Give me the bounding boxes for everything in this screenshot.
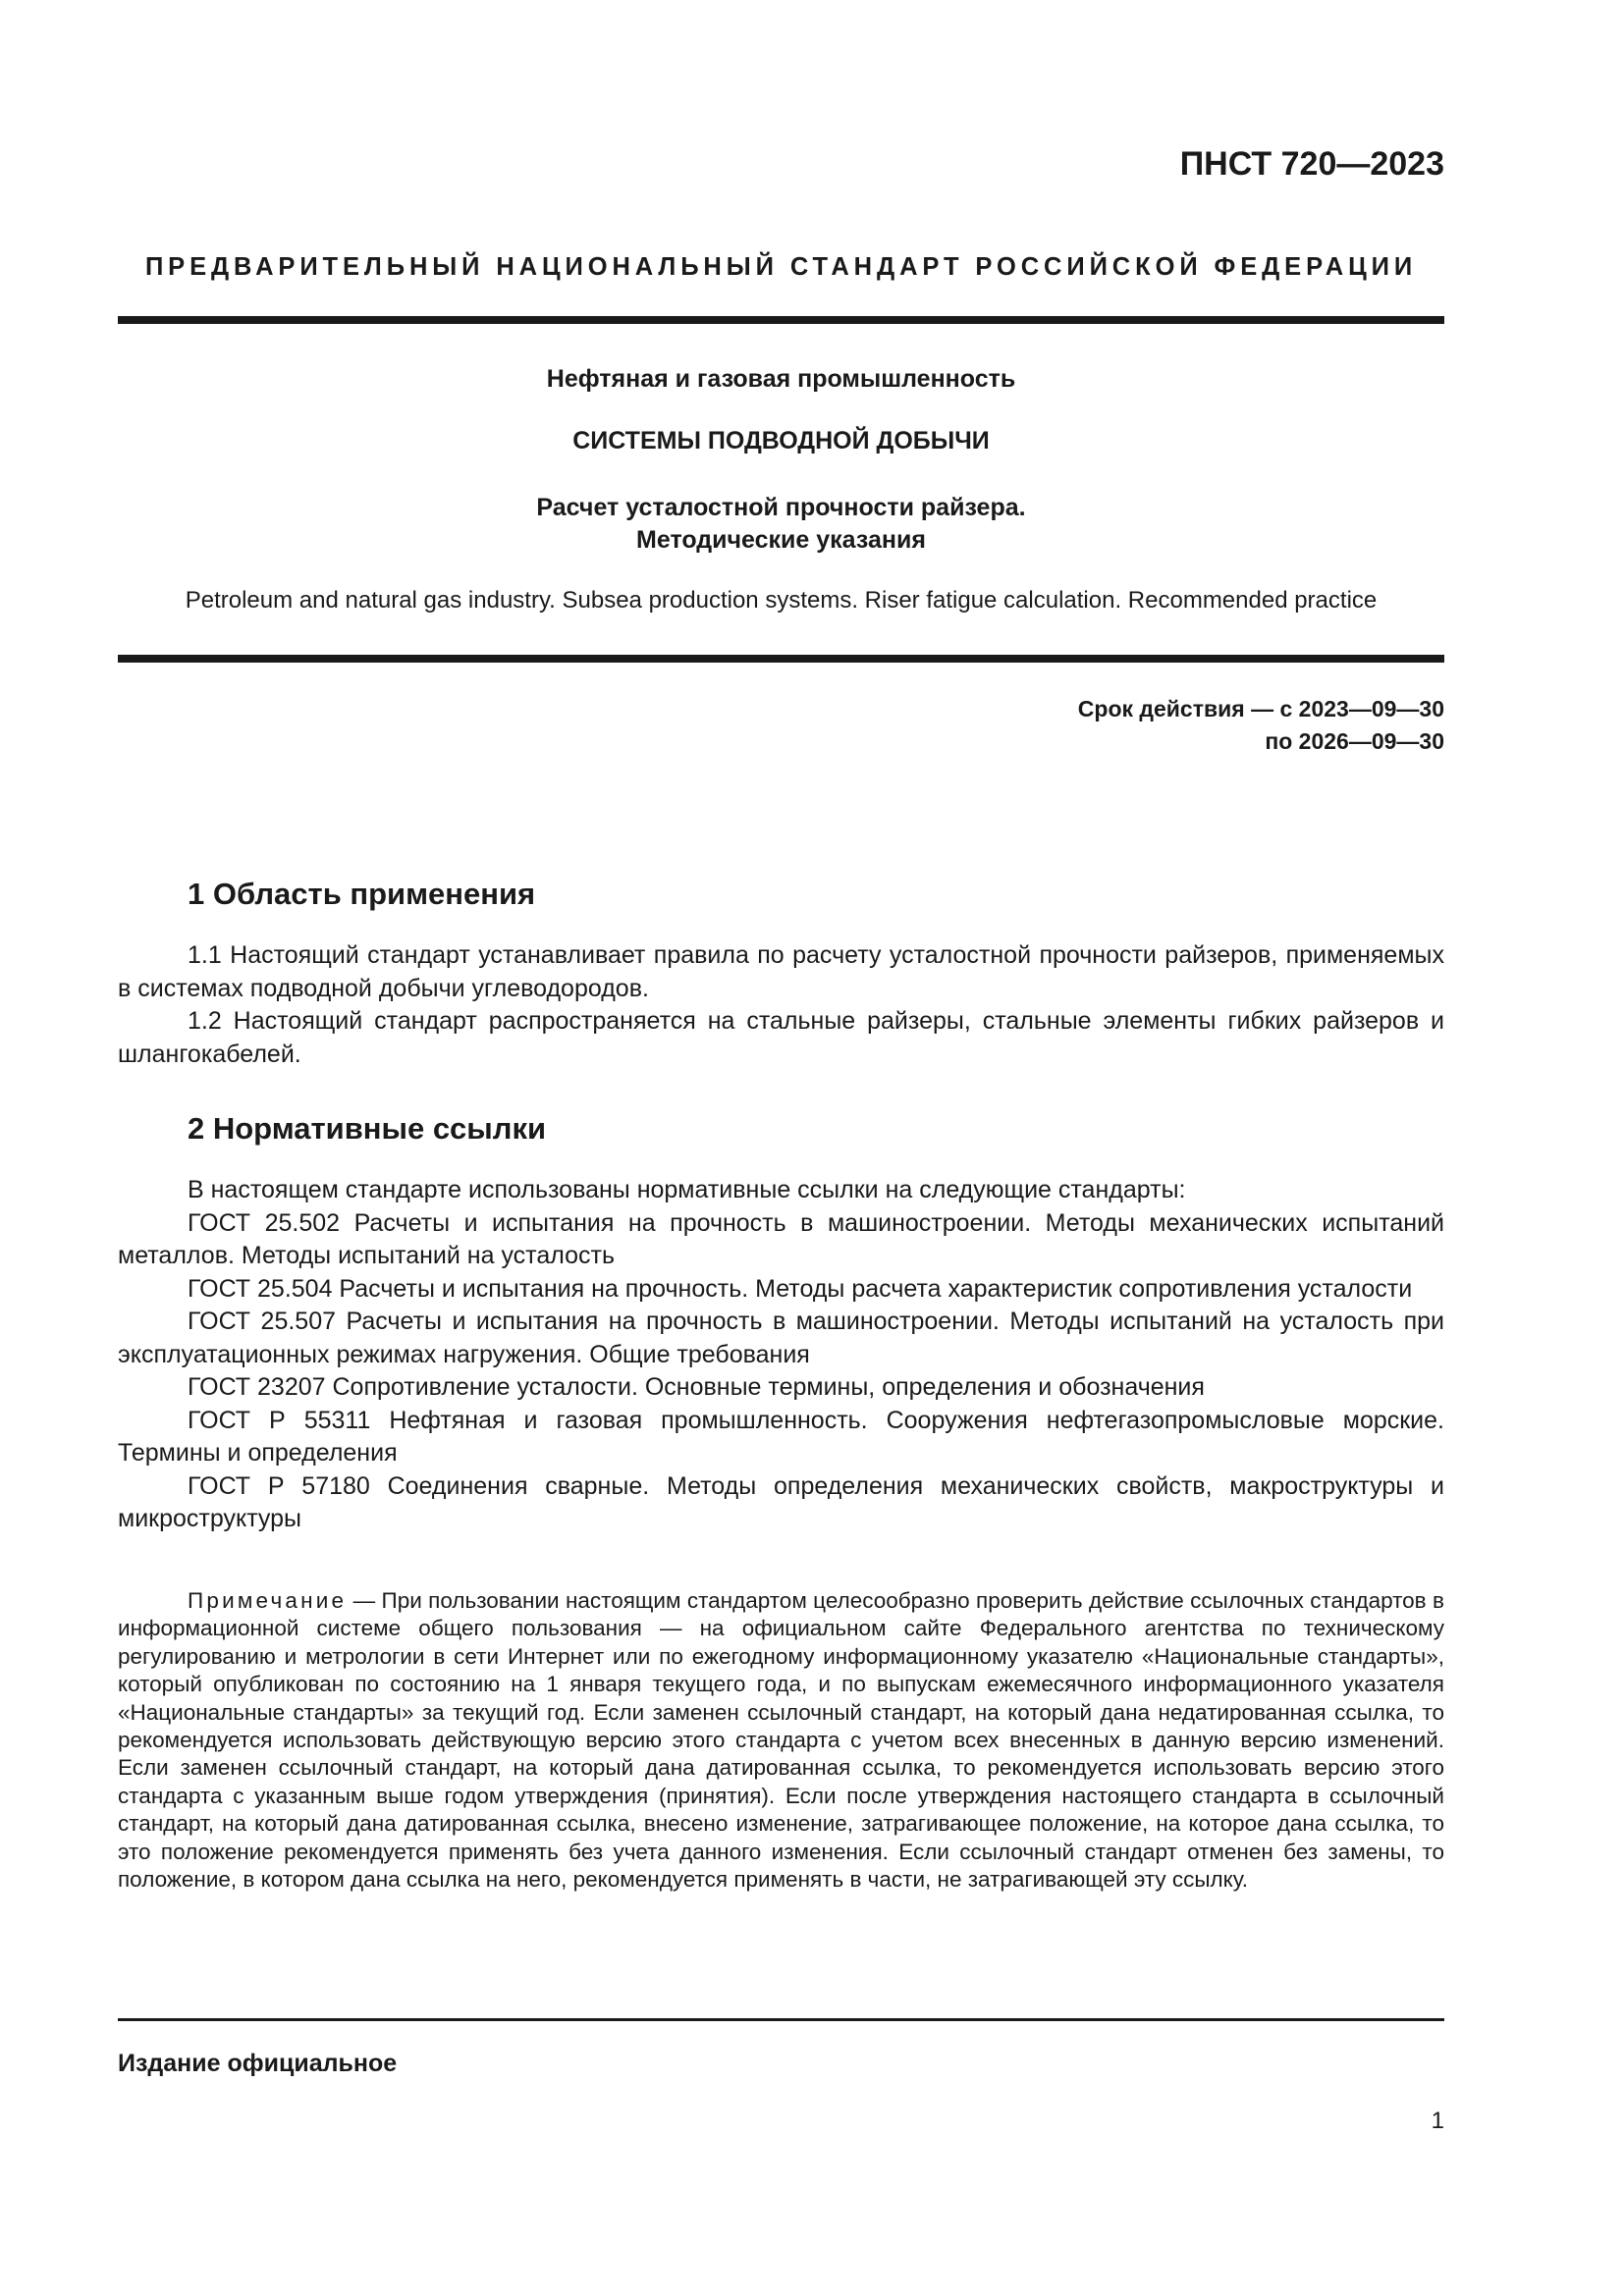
section-2-heading: 2 Нормативные ссылки xyxy=(188,1111,547,1146)
document-subtitle xyxy=(118,492,1444,557)
page-number: 1 xyxy=(1431,2108,1444,2134)
subtitle-line-2: Методические указания xyxy=(636,526,926,554)
official-edition-label: Издание официальное xyxy=(118,2050,398,2077)
standard-kind-heading: ПРЕДВАРИТЕЛЬНЫЙ НАЦИОНАЛЬНЫЙ СТАНДАРТ РОССИЙСКОЙ ФЕДЕРАЦИИ xyxy=(144,253,1418,281)
clause-1-2: 1.2 Настоящий стандарт распространяется на стальные райзеры, стальные элементы гибких райзеров и шлангокабелей. xyxy=(118,1007,1444,1068)
clause-1-1: 1.1 Настоящий стандарт устанавливает правила по расчету усталостной прочности райзеров, применяемых в системах подводной добычи углеводородов. xyxy=(118,941,1444,1002)
section-2-body xyxy=(118,1174,1444,1536)
systems-title: СИСТЕМЫ ПОДВОДНОЙ ДОБЫЧИ xyxy=(572,427,990,454)
reference-item: ГОСТ 23207 Сопротивление усталости. Основные термины, определения и обозначения xyxy=(188,1373,1205,1401)
reference-item: ГОСТ 25.507 Расчеты и испытания на прочность в машиностроении. Методы испытаний на усталость при эксплуатационных режимах нагружения. Общие требования xyxy=(118,1308,1444,1368)
industry-title: Нефтяная и газовая промышленность xyxy=(546,365,1016,393)
reference-item: ГОСТ Р 55311 Нефтяная и газовая промышленность. Сооружения нефтегазопромысловые морские. Термины и определения xyxy=(118,1406,1444,1467)
reference-item: ГОСТ 25.504 Расчеты и испытания на прочность. Методы расчета характеристик сопротивления усталости xyxy=(188,1274,1413,1303)
note-text: — При пользовании настоящим стандартом целесообразно проверить действие ссылочных стандартов в информационной системе общего пользования — на официальном сайте Федерального агентства по техническому регулированию и метрологии в сети Интернет или по ежегодному информационному указателю «Национальные стандарты», который опубликован по состоянию на 1 января текущего года, и по выпускам ежемесячного информационного указателя «Национальные стандарты» за текущий год. Если заменен ссылочный стандарт, на который дана недатированная ссылка, то рекомендуется использовать действующую версию этого стандарта с учетом всех внесенных в данную версию изменений. Если заменен ссылочный стандарт, на который дана датированная ссылка, то рекомендуется использовать версию этого стандарта с указанным выше годом утверждения (принятия). Если после утверждения настоящего стандарта в ссылочный стандарт, на который дана датированная ссылка, внесено изменение, затрагивающее положение, на которое дана ссылка, то это положение рекомендуется применять без учета данного изменения. Если ссылочный стандарт отменен без замены, то положение, в котором дана ссылка на него, рекомендуется применять в части, не затрагивающей эту ссылку. xyxy=(118,1588,1444,1893)
references-intro: В настоящем стандарте использованы нормативные ссылки на следующие стандарты: xyxy=(188,1176,1186,1203)
references-note xyxy=(118,1587,1444,1894)
standard-designation: ПНСТ 720—2023 xyxy=(1179,145,1444,183)
title-bottom-rule xyxy=(118,655,1444,663)
validity-period xyxy=(1078,693,1444,758)
validity-to: по 2026—09—30 xyxy=(1265,728,1444,754)
footer-rule xyxy=(118,2018,1444,2021)
validity-from: Срок действия — с 2023—09—30 xyxy=(1077,696,1444,721)
reference-item: ГОСТ Р 57180 Соединения сварные. Методы определения механических свойств, макроструктуры и микроструктуры xyxy=(118,1471,1444,1532)
section-1-heading: 1 Область применения xyxy=(188,877,536,911)
note-label: Примечание xyxy=(188,1588,348,1613)
subtitle-line-1: Расчет усталостной прочности райзера. xyxy=(536,494,1026,521)
top-rule xyxy=(118,316,1444,324)
section-1-body xyxy=(118,939,1444,1071)
english-title: Petroleum and natural gas industry. Subsea production systems. Riser fatigue calculation. Recommended practice xyxy=(185,587,1378,614)
reference-item: ГОСТ 25.502 Расчеты и испытания на прочность в машиностроении. Методы механических испытаний металлов. Методы испытаний на усталость xyxy=(118,1208,1444,1269)
